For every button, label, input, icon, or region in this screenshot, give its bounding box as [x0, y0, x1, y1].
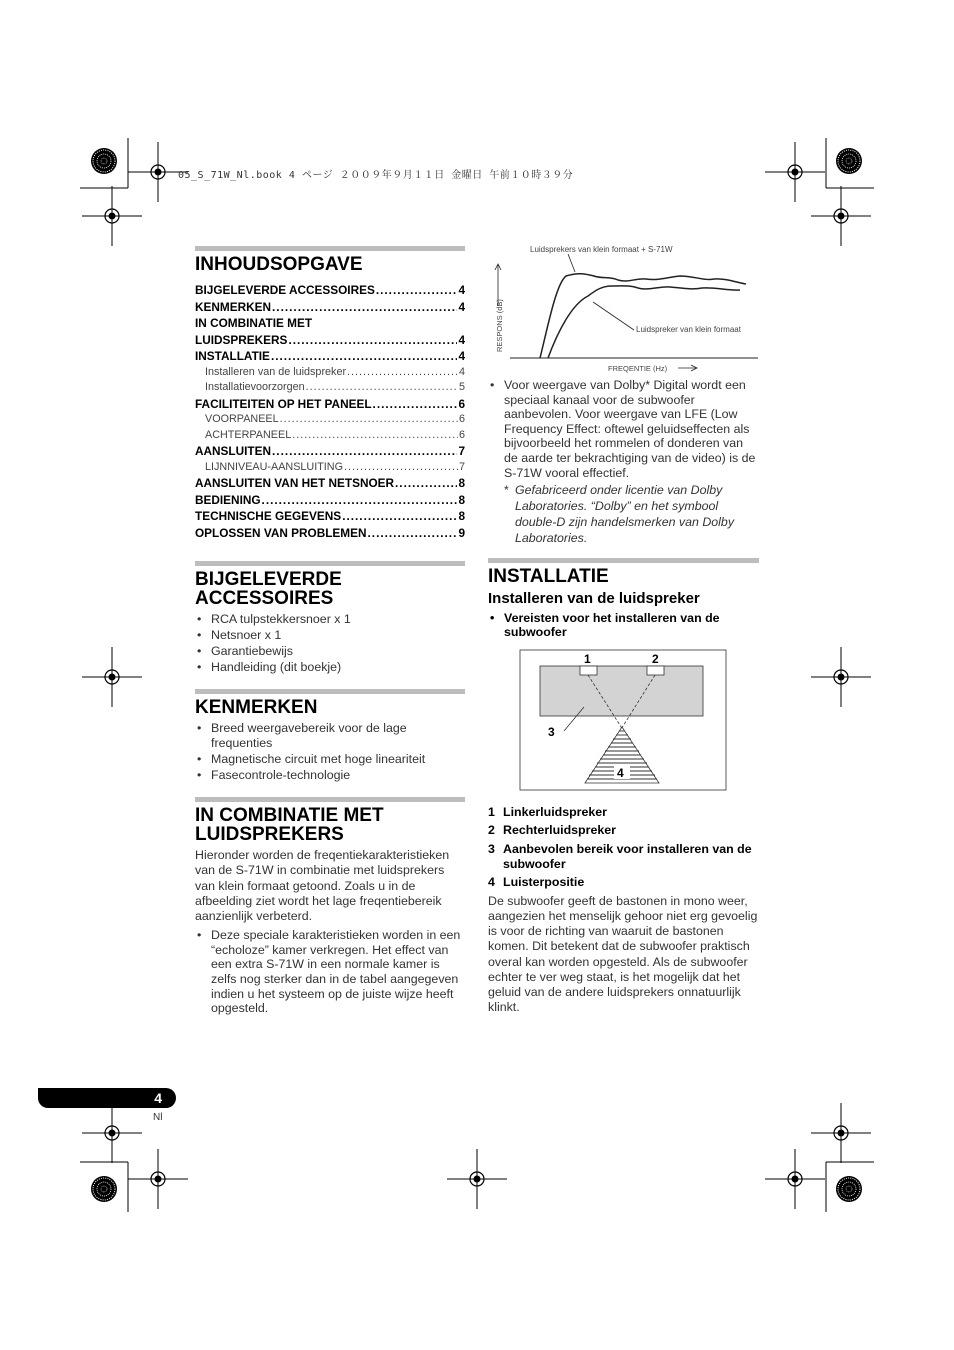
toc-leader-dots — [272, 299, 457, 316]
legend-item: 1 Linkerluidspreker — [488, 804, 607, 819]
section-rule — [195, 689, 465, 694]
diagram-label-3: 3 — [548, 724, 555, 739]
toc-entry — [195, 475, 465, 492]
toc-entry-page: 6 — [458, 428, 465, 441]
toc-leader-dots — [342, 508, 457, 525]
toc-leader-dots — [262, 492, 458, 509]
requirements-list — [488, 611, 758, 640]
toc-entry — [195, 443, 465, 460]
toc-leader-dots — [292, 428, 458, 444]
toc-entry-page: 8 — [458, 509, 465, 523]
toc-entry-page: 7 — [458, 460, 465, 473]
toc-entry — [195, 508, 465, 525]
toc-entry — [195, 348, 465, 365]
section-rule — [488, 558, 759, 563]
diagram-label-2: 2 — [652, 651, 659, 666]
toc-leader-dots — [272, 443, 457, 460]
dolby-note: * Gefabriceerd onder licentie van Dolby Laboratories. “Dolby” en het symbool double-D zijn handelsmerken van Dolby Laboratories. — [504, 482, 735, 545]
toc-leader-dots — [347, 365, 458, 381]
toc-entry-page: 4 — [458, 332, 465, 347]
toc-entry-page: 8 — [458, 492, 465, 507]
list-item: • Vereisten voor het installeren van de subwoofer — [488, 611, 758, 640]
toc-leader-dots — [288, 332, 457, 349]
toc-entry-page: 5 — [458, 381, 465, 393]
toc-entry-label: FACILITEITEN OP HET PANEEL — [195, 396, 372, 411]
toc-entry-label: INSTALLATIE — [195, 349, 270, 363]
list-item: • Deze speciale karakteristieken worden in een “echoloze” kamer verkregen. Het effect van een extra S-71W in een normale kamer is zelfs nog sterker dan in de tabel aangegeven indien u het systeem op de juiste wijze heeft opgesteld. — [195, 928, 465, 1016]
toc-leader-dots — [373, 396, 458, 413]
toc-entry — [195, 428, 465, 444]
installation-title: INSTALLATIE — [488, 565, 609, 587]
list-item: • Handleiding (dit boekje) — [195, 660, 465, 675]
toc-entry-page: 8 — [458, 476, 465, 490]
list-item: • Fasecontrole-technologie — [195, 768, 465, 783]
toc-entry — [195, 380, 465, 396]
toc-title: INHOUDSOPGAVE — [195, 254, 363, 275]
toc-entry — [195, 460, 465, 476]
toc-entry-page: 4 — [458, 283, 465, 297]
toc-entry-label: AANSLUITEN VAN HET NETSNOER — [195, 476, 395, 490]
toc-entry — [195, 525, 465, 542]
chart-xlabel: FREQENTIE (Hz) — [608, 364, 668, 373]
toc-entry-label: TECHNISCHE GEGEVENS — [195, 509, 342, 523]
toc-entry-label: LIJNNIVEAU-AANSLUITING — [205, 460, 343, 473]
legend-item: 3 Aanbevolen bereik voor installeren van de subwoofer — [488, 841, 752, 871]
list-item: • RCA tulpstekkersnoer x 1 — [195, 612, 465, 627]
recommended-area — [540, 666, 703, 716]
toc-entry-page: 6 — [458, 413, 465, 425]
toc-entry-label: Installatievoorzorgen — [205, 381, 305, 393]
toc-entry — [195, 299, 465, 316]
legend-item: 2 Rechterluidspreker — [488, 823, 616, 838]
right-speaker — [647, 666, 664, 675]
toc-entry-page: 4 — [458, 299, 465, 314]
toc-leader-dots — [271, 348, 458, 365]
chart-ylabel: RESPONS (dB) — [495, 299, 504, 352]
toc-entry-page: 6 — [458, 396, 465, 411]
toc-entry-label: BEDIENING — [195, 492, 261, 507]
toc-entry — [195, 282, 465, 299]
language-code: Nl — [153, 1112, 163, 1123]
combination-list — [195, 928, 465, 1016]
placement-diagram — [488, 649, 758, 795]
toc-entry-label: LUIDSPREKERS — [195, 332, 288, 347]
toc-entry-page: 4 — [458, 349, 465, 363]
diagram-label-4: 4 — [617, 765, 624, 780]
combination-title: IN COMBINATIE MET LUIDSPREKERS — [195, 805, 384, 846]
toc-leader-dots — [306, 380, 458, 396]
legend-item: 4 Luisterpositie — [488, 875, 585, 890]
list-item: • Breed weergavebereik voor de lage frequenties — [195, 721, 465, 750]
list-item: • Garantiebewijs — [195, 644, 465, 659]
toc-entry-page: 7 — [458, 444, 465, 458]
section-rule — [195, 561, 465, 566]
table-of-contents — [195, 282, 465, 541]
toc-entry-page: 4 — [458, 365, 465, 378]
toc-entry — [195, 365, 465, 381]
toc-entry-label: IN COMBINATIE MET — [195, 316, 313, 330]
toc-entry — [195, 492, 465, 509]
toc-entry — [195, 412, 465, 428]
toc-leader-dots — [368, 525, 458, 542]
toc-entry — [195, 332, 465, 349]
diagram-label-1: 1 — [584, 651, 591, 666]
installation-paragraph: De subwoofer geeft de bastonen in mono weer, aangezien het menselijk gehoor niet erg gevoelig is voor de richting van waaruit de bastonen komen. Dit betekent dat de subwoofer praktisch overal kan worden opgesteld. Als de subwoofer echter te ver weg staat, is het mogelijk dat het geluid van de andere luidsprekers onnatuurlijk klinkt. — [488, 893, 758, 1015]
chart-leader-line — [568, 254, 575, 272]
toc-entry-label: Installeren van de luidspreker — [205, 365, 347, 378]
toc-entry — [195, 396, 465, 413]
features-title: KENMERKEN — [195, 697, 318, 719]
page-number-tab: 4 — [38, 1088, 176, 1108]
print-file-header: 05_S_71W_Nl.book 4 ページ ２００９年９月１１日 金曜日 午前１０時３９分 — [178, 170, 574, 181]
combination-paragraph: Hieronder worden de freqentiekarakteristieken van de S-71W in combinatie met luidsprekers van klein formaat getoond. Zoals u in de afbeelding ziet wordt het lage freqentiebereik aanzienlijk verbeterd. — [195, 848, 450, 924]
toc-entry-label: VOORPANEEL — [205, 413, 279, 425]
toc-entry-page: 9 — [458, 525, 465, 540]
toc-leader-dots — [344, 460, 458, 476]
dolby-list — [488, 378, 758, 480]
toc-leader-dots — [376, 282, 458, 299]
toc-entry-label: BIJGELEVERDE ACCESSOIRES — [195, 283, 375, 297]
toc-leader-dots — [395, 475, 457, 492]
list-item: • Netsnoer x 1 — [195, 628, 465, 643]
left-speaker — [580, 666, 597, 675]
chart-label-combined: Luidsprekers van klein formaat + S-71W — [530, 246, 673, 254]
chart-leader-line — [593, 302, 634, 330]
toc-entry — [195, 315, 465, 332]
left-column — [195, 246, 465, 1017]
toc-entry-label: AANSLUITEN — [195, 444, 272, 458]
accessories-list — [195, 612, 465, 675]
legend-list — [488, 805, 758, 891]
list-item: • Voor weergave van Dolby* Digital wordt een speciaal kanaal voor de subwoofer aanbevolen. Voor weergave van LFE (Low Frequency Effect: oftewel geluidseffecten als bijvoorbeeld het rommelen of donderen van de aarde ter bekrachtiging van de video) is de S-71W vooral effectief. — [488, 378, 758, 480]
installation-subtitle: Installeren van de luidspreker — [488, 589, 700, 607]
section-rule — [195, 246, 465, 251]
chart-label-small-speaker: Luidspreker van klein formaat — [636, 325, 741, 334]
toc-entry-label: KENMERKEN — [195, 299, 272, 314]
accessories-title: BIJGELEVERDE ACCESSOIRES — [195, 569, 342, 609]
toc-leader-dots — [280, 412, 458, 428]
frequency-response-chart — [488, 246, 758, 374]
toc-entry-label: ACHTERPANEEL — [205, 428, 292, 441]
chart-series-combined-line — [540, 274, 746, 358]
list-item: • Magnetische circuit met hoge lineariteit — [195, 752, 465, 767]
section-rule — [195, 797, 465, 802]
toc-entry-label: OPLOSSEN VAN PROBLEMEN — [195, 525, 367, 540]
chart-series-small-speaker-line — [548, 286, 740, 358]
right-column — [488, 246, 758, 1015]
features-list — [195, 721, 465, 782]
